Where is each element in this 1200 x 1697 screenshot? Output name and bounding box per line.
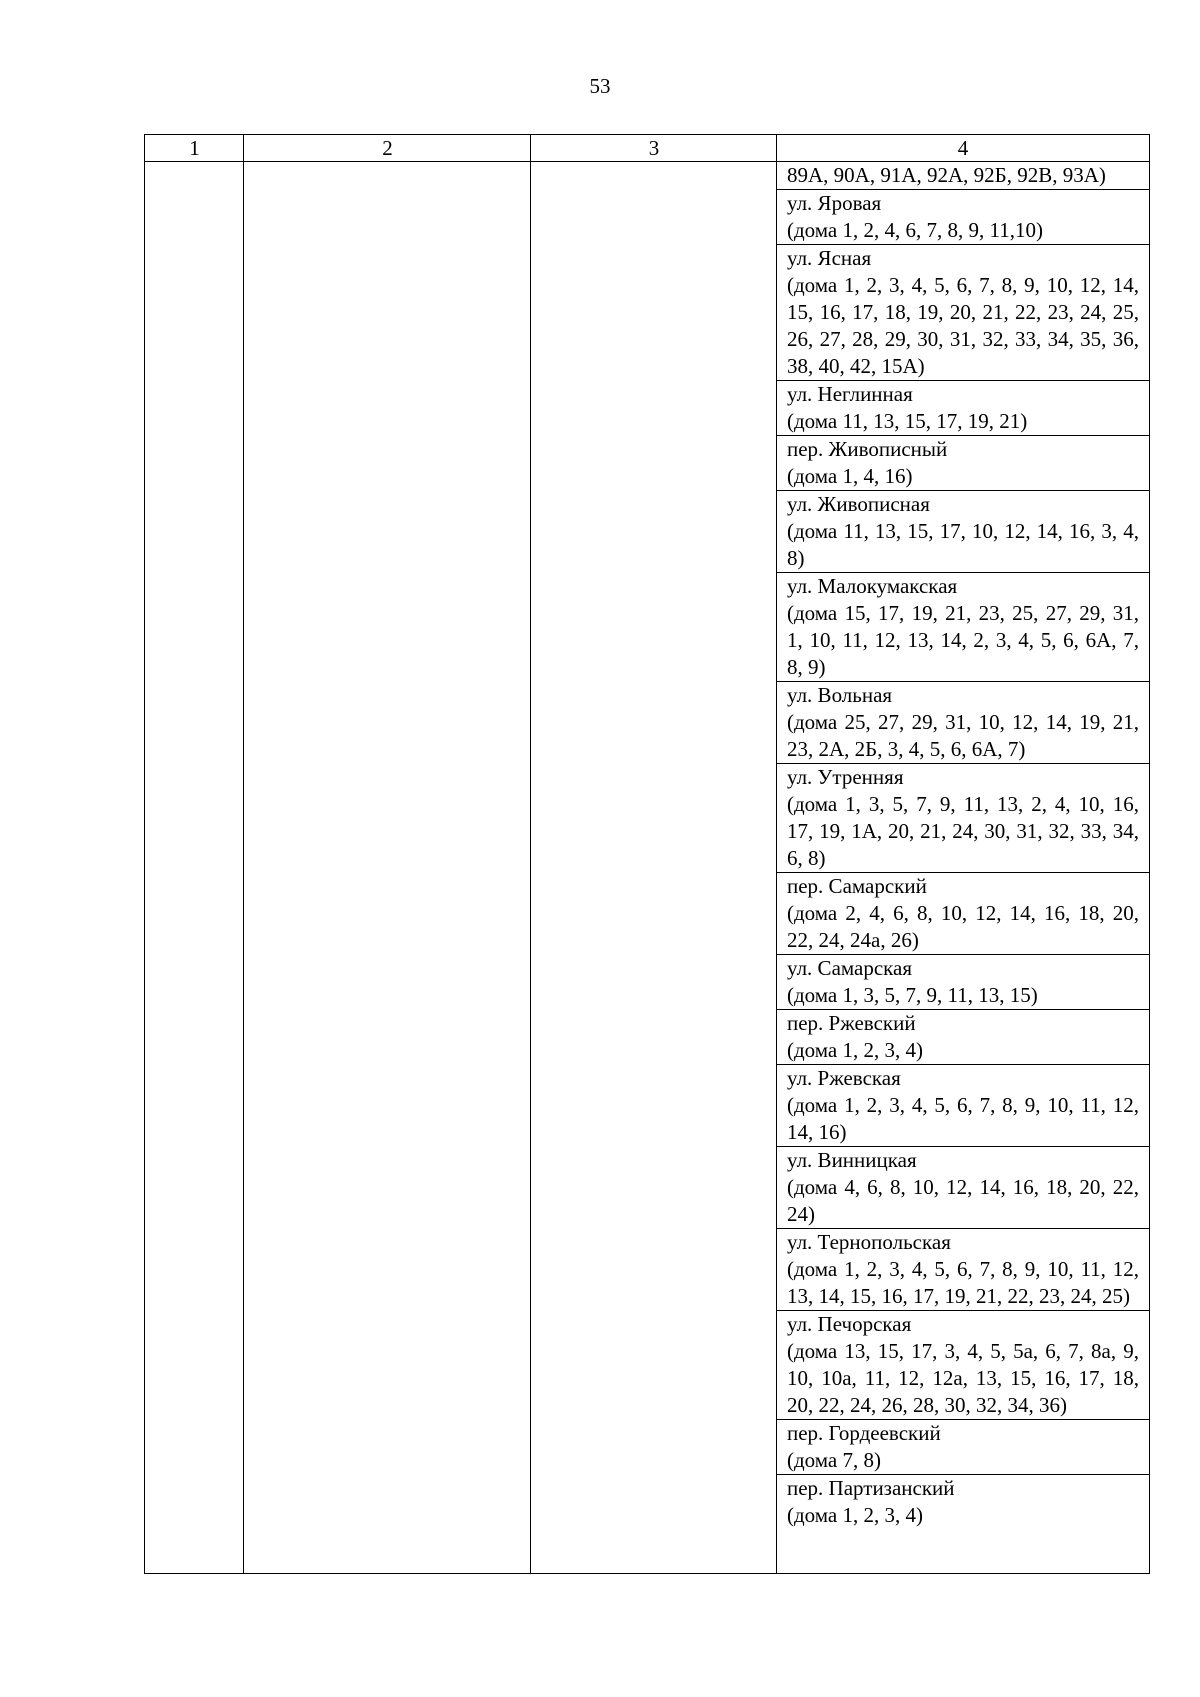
table-header-row xyxy=(145,135,1149,162)
street-name: ул. Самарская xyxy=(787,956,913,980)
street-name: пер. Партизанский xyxy=(787,1476,955,1500)
house-numbers: (дома 13, 15, 17, 3, 4, 5, 5а, 6, 7, 8а, 9, 10, 10а, 11, 12, 12а, 13, 15, 16, 17, 18, 20, 22, 24, 26, 28, 30, 32, 34, 36) xyxy=(787,1339,1139,1417)
house-numbers: (дома 11, 13, 15, 17, 10, 12, 14, 16, 3, 4, 8) xyxy=(787,519,1139,570)
house-numbers: (дома 1, 2, 3, 4, 5, 6, 7, 8, 9, 10, 12, 14, 15, 16, 17, 18, 19, 20, 21, 22, 23, 24, 25, 26, 27, 28, 29, 30, 31, 32, 33, 34, 35, 36, 38, 40, 42, 15А) xyxy=(787,273,1139,378)
table-row xyxy=(777,1475,1149,1529)
street-name: ул. Яровая xyxy=(787,191,882,215)
street-name: ул. Тернопольская xyxy=(787,1230,951,1254)
street-name: ул. Малокумакская xyxy=(787,574,958,598)
house-numbers: (дома 15, 17, 19, 21, 23, 25, 27, 29, 31, 1, 10, 11, 12, 13, 14, 2, 3, 4, 5, 6, 6А, 7, 8, 9) xyxy=(787,601,1139,679)
street-name: ул. Винницкая xyxy=(787,1148,917,1172)
table-row xyxy=(777,955,1149,1010)
house-numbers: (дома 1, 3, 5, 7, 9, 11, 13, 2, 4, 10, 16, 17, 19, 1А, 20, 21, 24, 30, 31, 32, 33, 34, 6, 8) xyxy=(787,792,1139,870)
table-row xyxy=(777,1420,1149,1475)
table-row xyxy=(777,245,1149,381)
header-col-4: 4 xyxy=(957,136,969,160)
table-row xyxy=(777,491,1149,573)
table-row xyxy=(777,1065,1149,1147)
house-numbers: (дома 1, 2, 3, 4, 5, 6, 7, 8, 9, 10, 11, 12, 14, 16) xyxy=(787,1093,1139,1144)
street-name: пер. Самарский xyxy=(787,874,927,898)
street-name: пер. Ржевский xyxy=(787,1011,916,1035)
table-row xyxy=(777,573,1149,682)
house-numbers: (дома 2, 4, 6, 8, 10, 12, 14, 16, 18, 20, 22, 24, 24а, 26) xyxy=(787,901,1139,952)
house-numbers: (дома 1, 2, 3, 4) xyxy=(787,1038,923,1062)
table-row xyxy=(777,190,1149,245)
table-row xyxy=(777,1311,1149,1420)
street-name: пер. Живописный xyxy=(787,437,948,461)
house-numbers: (дома 7, 8) xyxy=(787,1448,881,1472)
table-row xyxy=(777,1147,1149,1229)
street-name: ул. Ржевская xyxy=(787,1066,901,1090)
header-col-1: 1 xyxy=(189,136,200,160)
street-name: ул. Вольная xyxy=(787,683,893,707)
column-divider-1 xyxy=(243,135,244,1573)
house-numbers: (дома 1, 4, 16) xyxy=(787,464,913,488)
address-table xyxy=(144,134,1150,1574)
table-row xyxy=(777,873,1149,955)
street-name: ул. Утренняя xyxy=(787,765,904,789)
street-name: ул. Ясная xyxy=(787,246,872,270)
table-row xyxy=(777,764,1149,873)
house-numbers: (дома 1, 3, 5, 7, 9, 11, 13, 15) xyxy=(787,983,1038,1007)
header-col-2: 2 xyxy=(382,136,393,160)
table-row xyxy=(777,162,1149,190)
street-name: ул. Печорская xyxy=(787,1312,912,1336)
table-row xyxy=(777,436,1149,491)
table-row xyxy=(777,682,1149,764)
house-numbers: (дома 11, 13, 15, 17, 19, 21) xyxy=(787,409,1028,433)
house-numbers: (дома 1, 2, 4, 6, 7, 8, 9, 11,10) xyxy=(787,218,1043,242)
house-numbers: (дома 25, 27, 29, 31, 10, 12, 14, 19, 21, 23, 2А, 2Б, 3, 4, 5, 6, 6А, 7) xyxy=(787,710,1139,761)
street-list-column xyxy=(777,162,1149,1573)
house-numbers: 89А, 90А, 91А, 92А, 92Б, 92В, 93А) xyxy=(787,163,1106,187)
house-numbers: (дома 1, 2, 3, 4) xyxy=(787,1503,923,1527)
house-numbers: (дома 1, 2, 3, 4, 5, 6, 7, 8, 9, 10, 11, 12, 13, 14, 15, 16, 17, 19, 21, 22, 23, 24, 25) xyxy=(787,1257,1139,1308)
header-col-3: 3 xyxy=(648,136,660,160)
house-numbers: (дома 4, 6, 8, 10, 12, 14, 16, 18, 20, 22, 24) xyxy=(787,1175,1139,1226)
table-row xyxy=(777,1229,1149,1311)
street-name: пер. Гордеевский xyxy=(787,1421,941,1445)
street-name: ул. Неглинная xyxy=(787,382,913,406)
table-row xyxy=(777,381,1149,436)
column-divider-2 xyxy=(530,135,531,1573)
street-name: ул. Живописная xyxy=(787,492,930,516)
page-number: 53 xyxy=(589,74,611,98)
table-row xyxy=(777,1010,1149,1065)
